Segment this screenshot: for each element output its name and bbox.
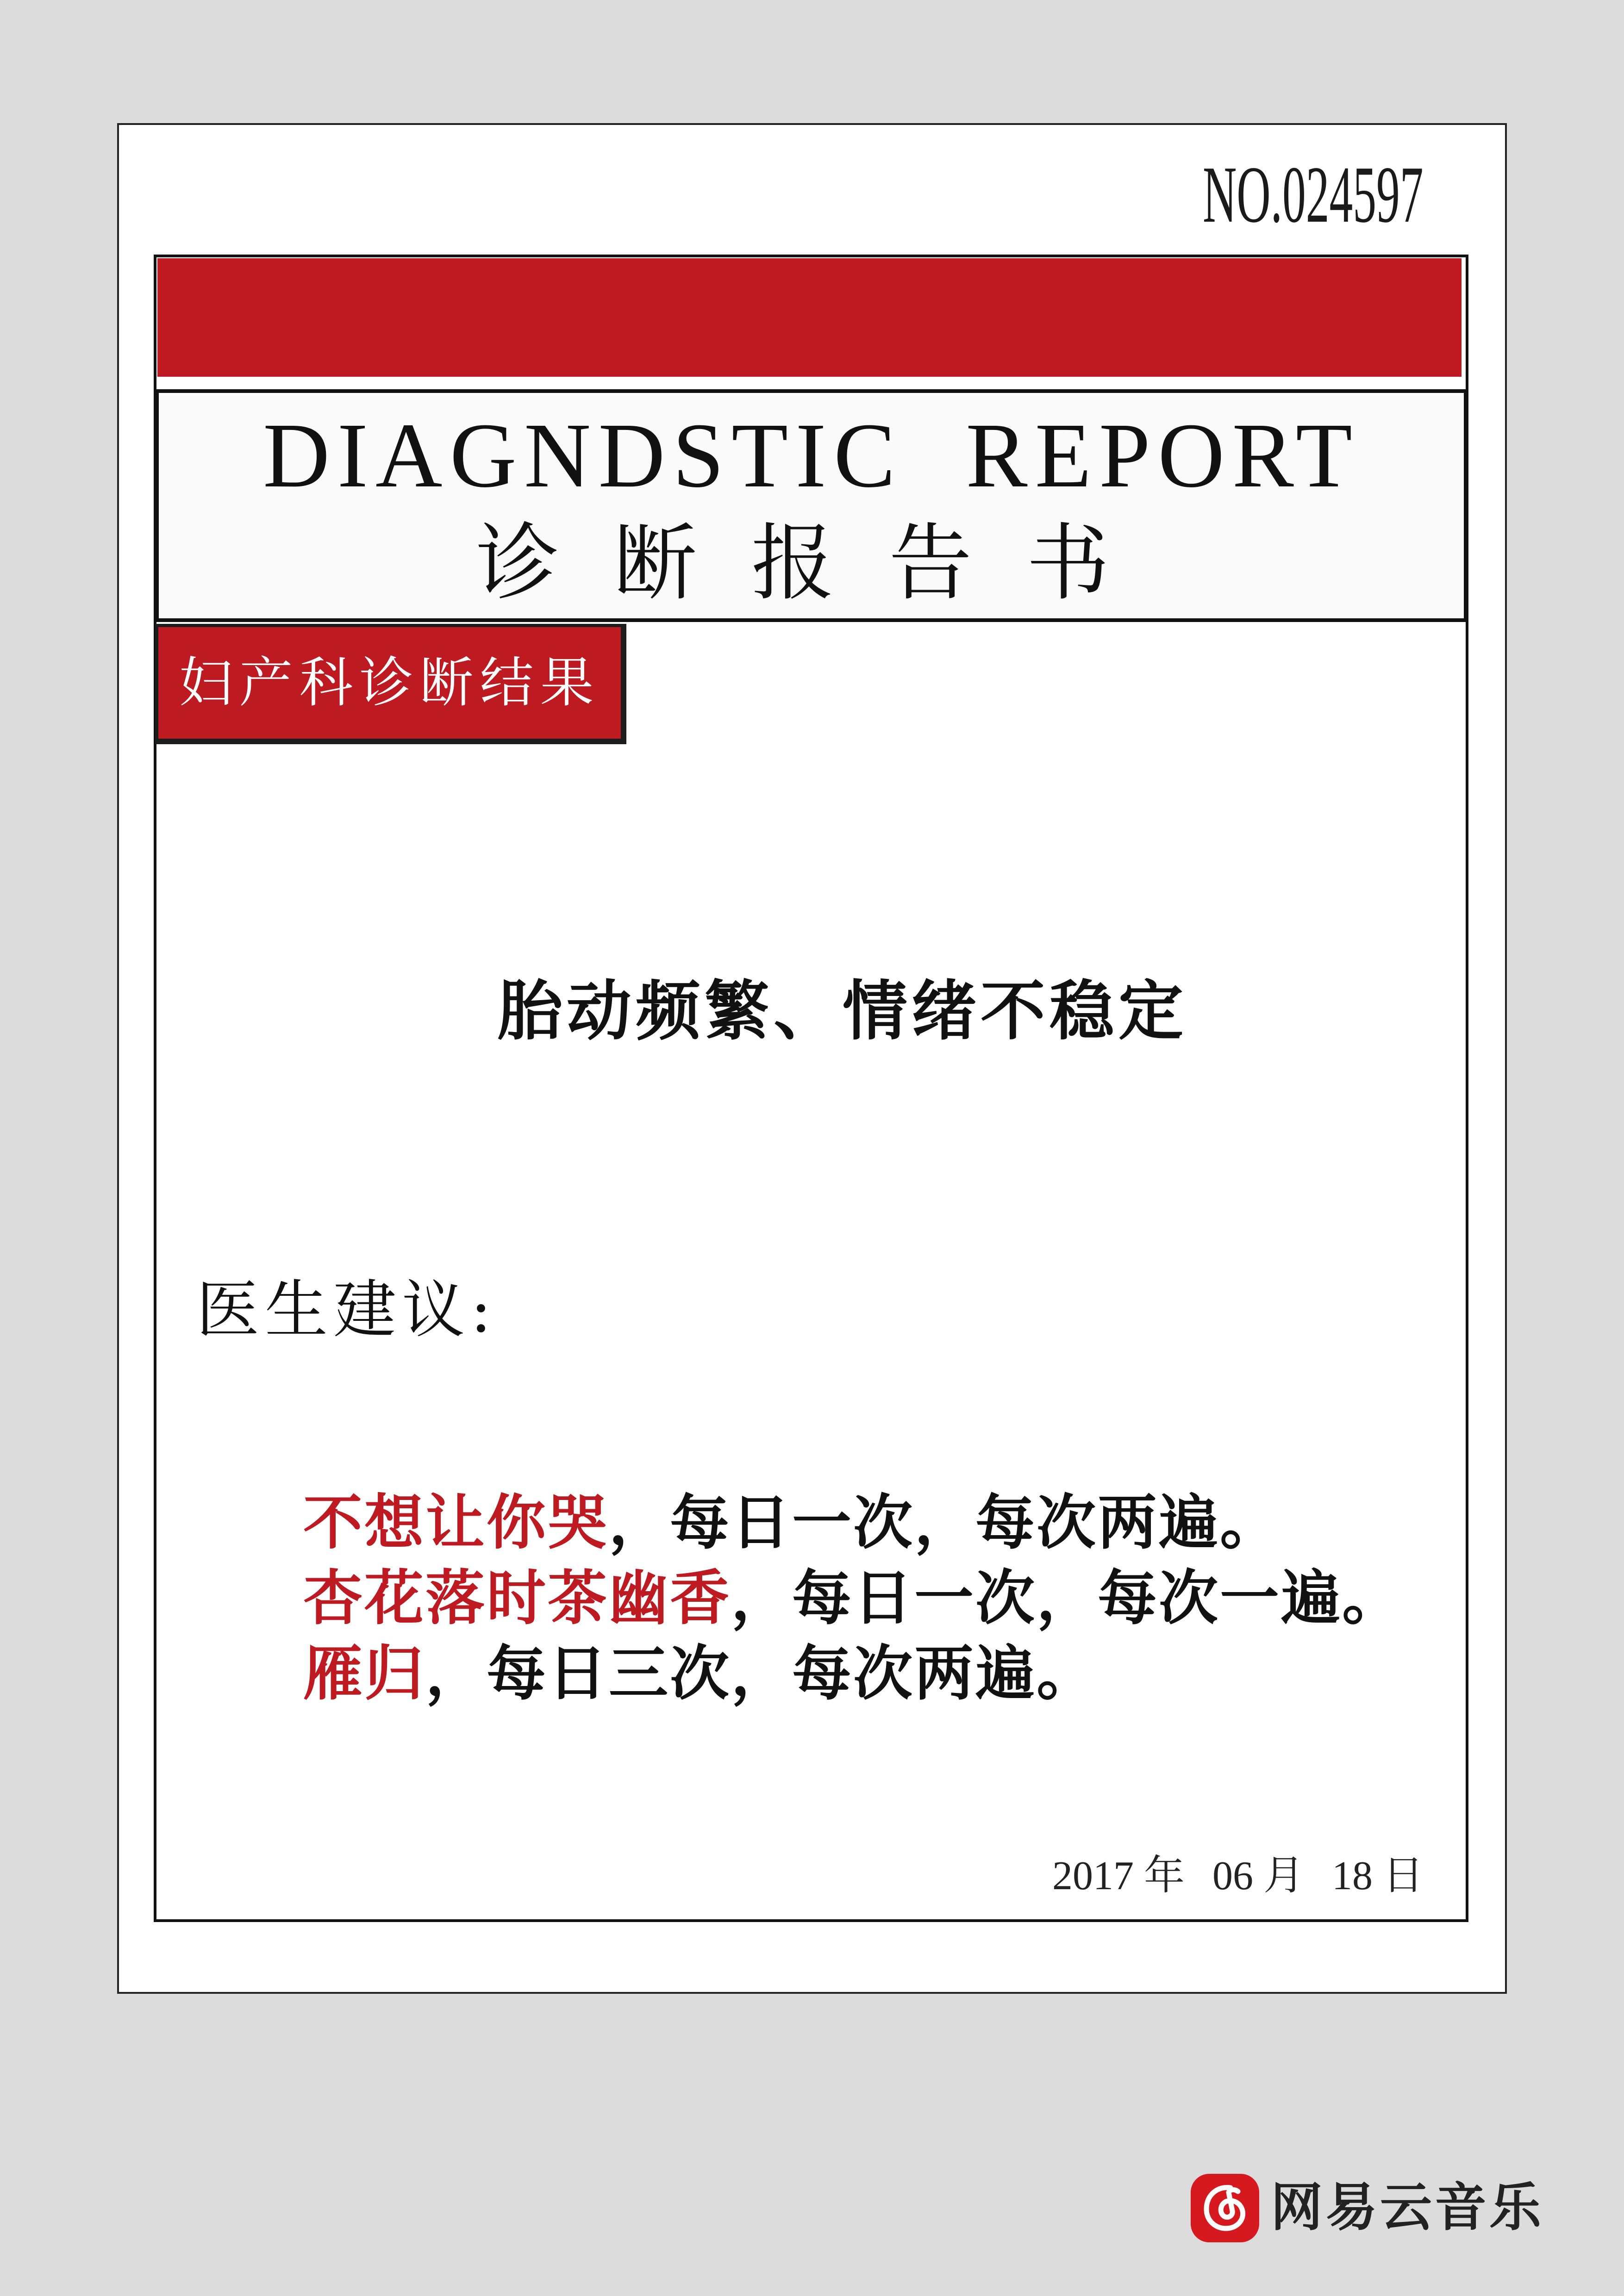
advice-song-title: 不想让你哭	[303, 1488, 609, 1557]
date-month-unit: 月	[1263, 1851, 1304, 1899]
date-day: 18	[1331, 1854, 1373, 1898]
brand-name: 网易云音乐	[1271, 2178, 1544, 2238]
netease-cloud-music-icon	[1191, 2174, 1259, 2242]
advice-list	[303, 1485, 1403, 1711]
date-month: 06	[1212, 1854, 1253, 1898]
header-red-banner	[157, 258, 1462, 377]
title-english: DIAGNDSTIC REPORT	[263, 404, 1360, 507]
advice-dosage: ，每日三次，每次两遍。	[425, 1639, 1098, 1708]
advice-dosage: ，每日一次，每次两遍。	[609, 1488, 1281, 1557]
advice-song-title: 杏花落时茶幽香	[303, 1564, 731, 1633]
advice-item	[303, 1636, 1403, 1711]
date-year-unit: 年	[1143, 1851, 1185, 1899]
advice-label: 医生建议:	[196, 1274, 497, 1347]
diagnosis-result: 胎动频繁、情绪不稳定	[498, 974, 1188, 1049]
date-day-unit: 日	[1382, 1851, 1424, 1899]
section-label-box	[155, 624, 626, 744]
advice-item	[303, 1561, 1403, 1636]
date-year: 2017	[1052, 1854, 1134, 1898]
report-number: NO.024597	[1203, 149, 1424, 239]
section-label: 妇产科诊断结果	[179, 651, 600, 714]
report-date	[1052, 1852, 1424, 1899]
advice-item	[303, 1485, 1403, 1561]
title-chinese: 诊 断 报 告 书	[476, 515, 1124, 612]
advice-song-title: 雁归	[303, 1639, 426, 1708]
advice-dosage: ，每日一次，每次一遍。	[731, 1564, 1404, 1633]
